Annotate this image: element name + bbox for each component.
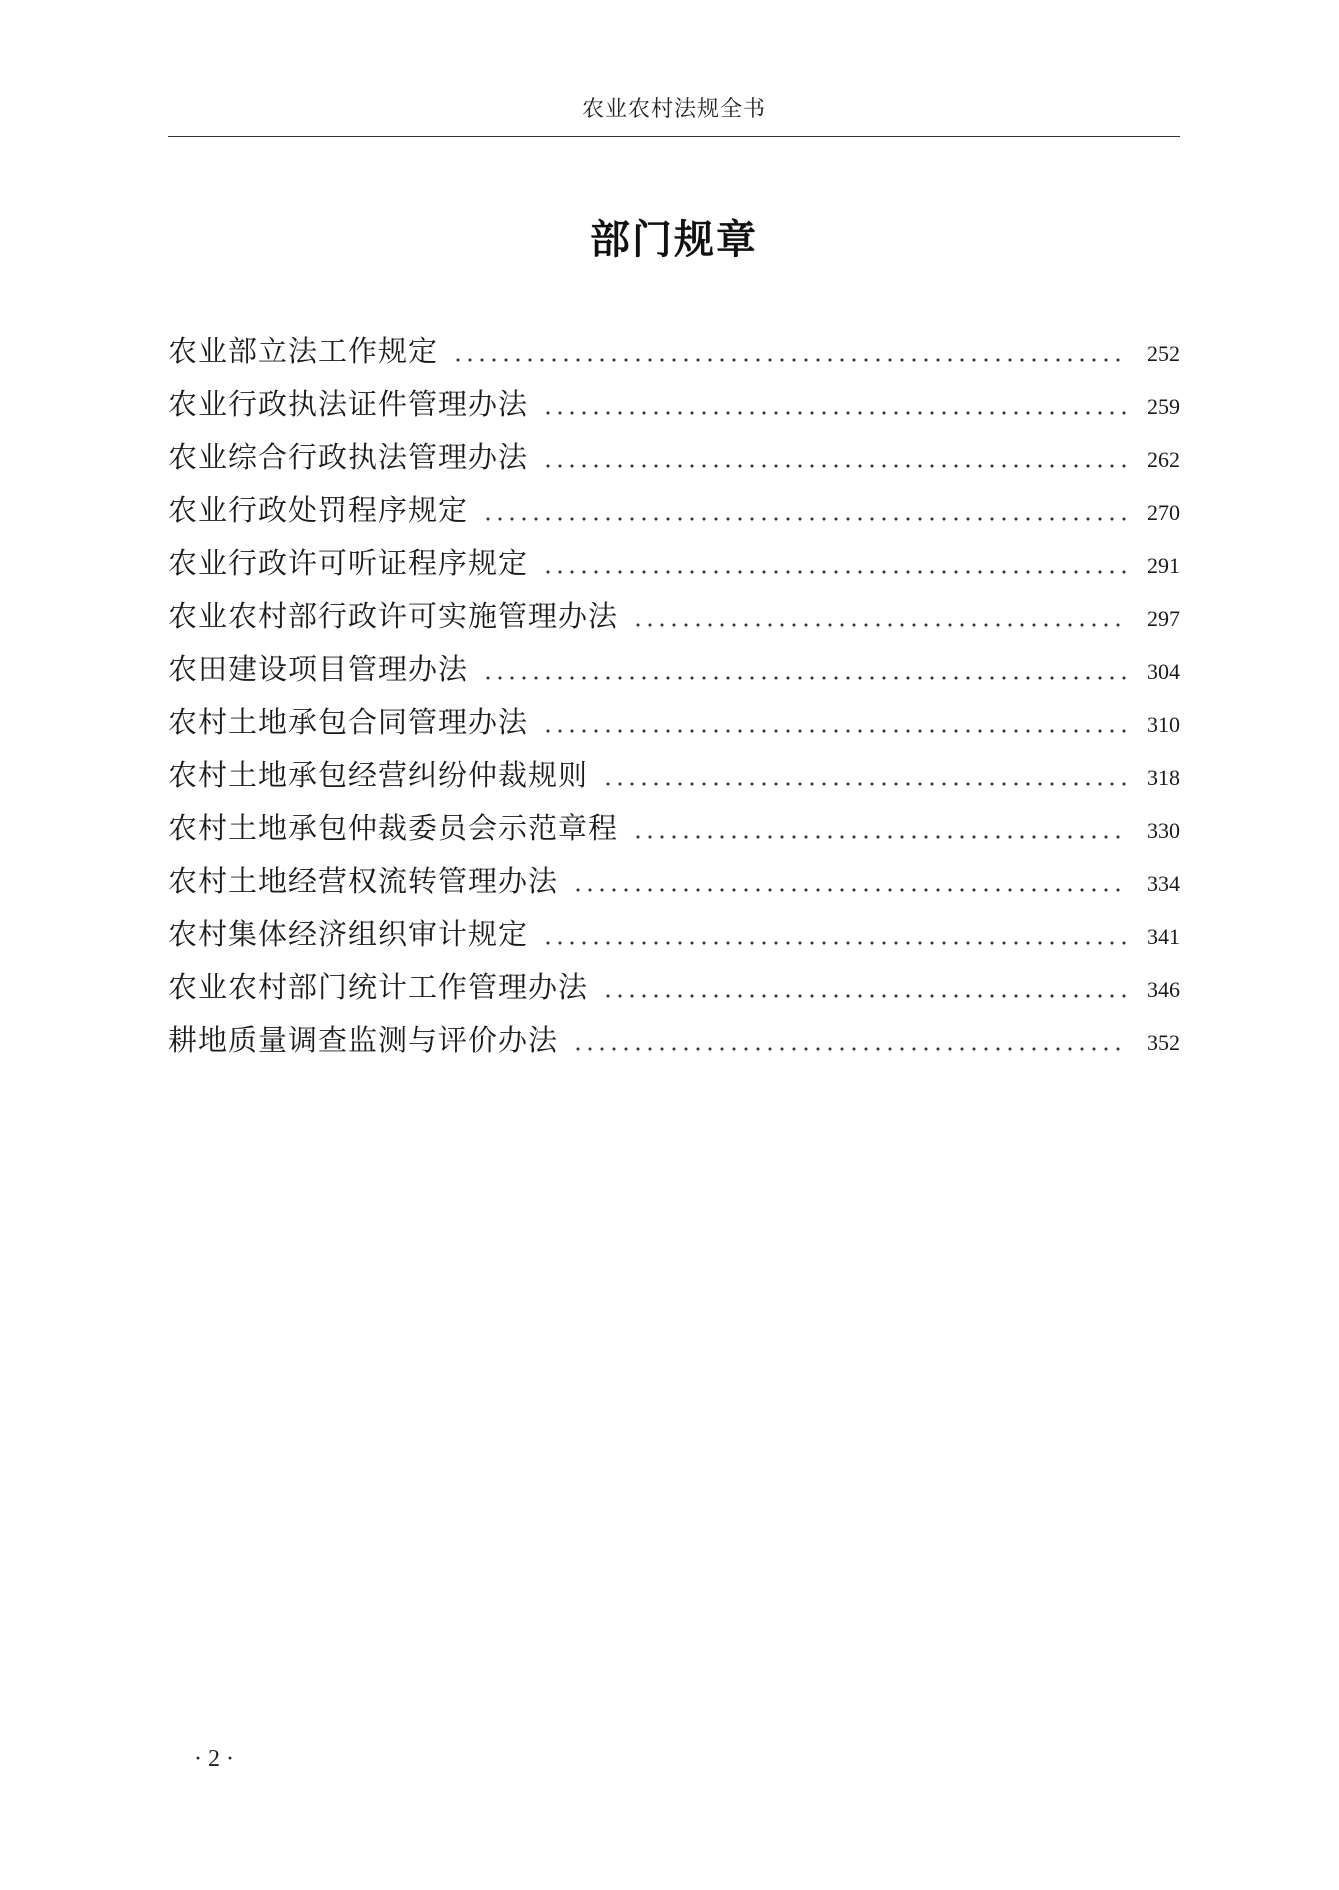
toc-dot-leader [542,386,1128,416]
toc-entry[interactable] [168,636,1180,689]
toc-entry-title: 农业农村部行政许可实施管理办法 [168,599,619,633]
toc-entry[interactable] [168,318,1180,371]
toc-dot-leader [482,651,1128,681]
toc-entry[interactable] [168,901,1180,954]
toc-entry[interactable] [168,477,1180,530]
toc-entry-title: 农业综合行政执法管理办法 [168,440,529,474]
toc-dot-leader [482,492,1128,522]
toc-dot-leader [602,757,1128,787]
toc-entry-page: 310 [1147,712,1180,737]
page-number: · 2 · [194,1746,234,1772]
toc-entry-title: 耕地质量调查监测与评价办法 [168,1023,559,1057]
toc-entry-page: 334 [1147,871,1180,896]
toc-dot-leader [572,1022,1128,1052]
toc-entry-title: 农村土地承包经营纠纷仲裁规则 [168,758,589,792]
toc-entry-page: 346 [1147,977,1180,1002]
toc-entry-page: 304 [1147,659,1180,684]
toc-dot-leader [542,439,1128,469]
toc-dot-leader [632,598,1128,628]
toc-entry-page: 270 [1147,500,1180,525]
toc-entry-page: 330 [1147,818,1180,843]
toc-entry-page: 291 [1147,553,1180,578]
toc-entry-page: 352 [1147,1030,1180,1055]
toc-entry-title: 农村土地经营权流转管理办法 [168,864,559,898]
toc-entry[interactable] [168,795,1180,848]
toc-dot-leader [542,704,1128,734]
toc-entry[interactable] [168,689,1180,742]
toc-dot-leader [632,810,1128,840]
toc-entry[interactable] [168,530,1180,583]
header-rule [168,136,1180,137]
toc-dot-leader [572,863,1128,893]
toc-entry-page: 259 [1147,394,1180,419]
table-of-contents [168,318,1180,1060]
toc-entry-title: 农田建设项目管理办法 [168,652,469,686]
toc-dot-leader [452,333,1128,363]
toc-entry-title: 农村土地承包合同管理办法 [168,705,529,739]
toc-entry[interactable] [168,1007,1180,1060]
toc-entry-title: 农业农村部门统计工作管理办法 [168,970,589,1004]
toc-dot-leader [542,545,1128,575]
toc-entry[interactable] [168,583,1180,636]
toc-entry-title: 农村土地承包仲裁委员会示范章程 [168,811,619,845]
section-title: 部门规章 [590,216,758,263]
toc-entry[interactable] [168,848,1180,901]
toc-entry-page: 297 [1147,606,1180,631]
toc-entry-page: 341 [1147,924,1180,949]
toc-entry[interactable] [168,424,1180,477]
toc-entry-page: 252 [1147,341,1180,366]
toc-entry[interactable] [168,742,1180,795]
toc-dot-leader [542,916,1128,946]
toc-dot-leader [602,969,1128,999]
toc-entry-title: 农业行政处罚程序规定 [168,493,469,527]
running-header: 农业农村法规全书 [581,97,766,122]
toc-entry-title: 农业行政执法证件管理办法 [168,387,529,421]
toc-entry-title: 农业部立法工作规定 [168,334,439,368]
toc-entry[interactable] [168,371,1180,424]
toc-entry-title: 农村集体经济组织审计规定 [168,917,529,951]
toc-entry-page: 262 [1147,447,1180,472]
toc-entry[interactable] [168,954,1180,1007]
toc-entry-page: 318 [1147,765,1180,790]
toc-entry-title: 农业行政许可听证程序规定 [168,546,529,580]
